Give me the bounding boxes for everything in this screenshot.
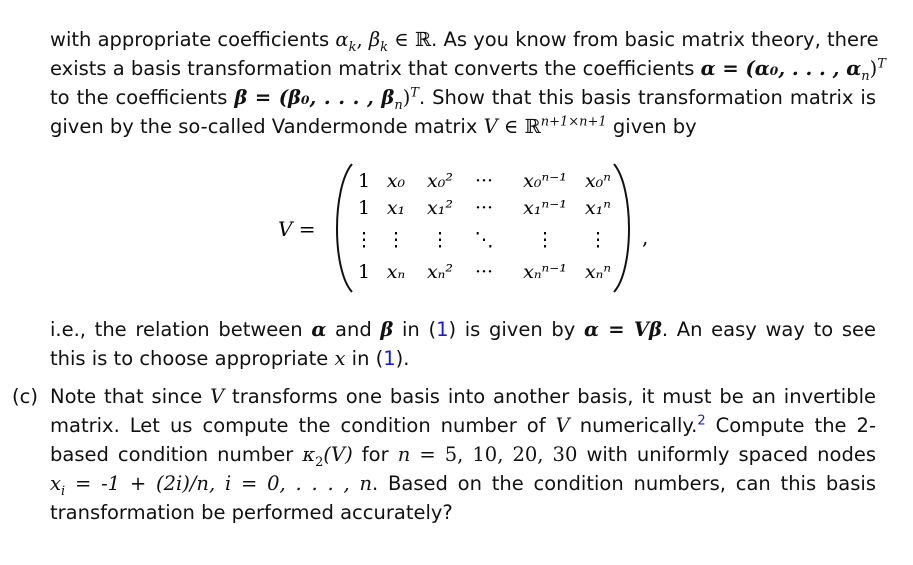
matrix-cell-1-1: x₁	[386, 197, 406, 219]
paragraph1-line4: given by the so-called Vandermonde matrix V ∈ ℝ$^{n+1\times n+1}$ given by	[50, 114, 697, 138]
matrix-cell-3-1: xₙ	[386, 261, 406, 283]
matrix-cell-2-5: ⋮	[588, 229, 608, 251]
matrix-cell-3-2: xₙ²	[426, 261, 454, 283]
matrix-cell-1-2: x₁²	[427, 197, 453, 219]
matrix-cell-2-4: ⋮	[535, 229, 555, 251]
matrix-cell-2-1: ⋮	[386, 229, 406, 251]
matrix-cell-0-0: 1	[357, 170, 371, 192]
item-c-label: (c)	[12, 385, 38, 408]
matrix-cell-0-4: x₀ⁿ⁻¹	[523, 170, 567, 192]
matrix-cell-3-3: ···	[474, 261, 494, 283]
matrix-lhs: V =	[278, 217, 316, 241]
matrix-cell-3-0: 1	[357, 261, 371, 283]
matrix-left-paren	[337, 164, 352, 292]
matrix-cell-1-4: x₁ⁿ⁻¹	[523, 197, 567, 219]
item-c-line3: based condition number $\kappa_2(V)$ for n = 5, 10, 20, 30 with uniformly spaced nodes	[50, 443, 876, 470]
matrix-cell-0-5: x₀ⁿ	[584, 170, 612, 192]
matrix-cell-2-3: ⋱	[474, 229, 494, 251]
paragraph1-line2: exists a basis transformation matrix that converts the coefficients α = (α₀, . . . , $\alpha_n)^T$	[50, 56, 886, 84]
paragraph2-line1: i.e., the relation between α and β in (1) is given by α = Vβ. An easy way to see	[50, 318, 876, 341]
matrix-right-paren	[614, 164, 629, 292]
equation-ref-link[interactable]: 1	[383, 347, 396, 370]
matrix-cell-3-5: xₙⁿ	[584, 261, 612, 283]
matrix-cell-1-5: x₁ⁿ	[584, 197, 612, 219]
item-c-line1: Note that since V transforms one basis into another basis, it must be an invertible	[50, 385, 876, 408]
paragraph2-line2: this is to choose appropriate x in (1).	[50, 347, 410, 370]
item-c-line2: matrix. Let us compute the condition number of V numerically.$^2$ Compute the 2-	[50, 413, 877, 437]
matrix-cell-2-2: ⋮	[430, 229, 450, 251]
matrix-cell-2-0: ⋮	[354, 229, 374, 251]
matrix-cell-1-3: ···	[474, 197, 494, 219]
matrix-cell-1-0: 1	[357, 197, 371, 219]
matrix-cell-0-2: x₀²	[427, 170, 453, 192]
matrix-cell-3-4: xₙⁿ⁻¹	[523, 261, 567, 283]
paragraph1-line1: with appropriate coefficients $\alpha_k$, $\beta_k$ ∈ ℝ. As you know from basic matrix theory, there	[50, 28, 879, 55]
paragraph1-line3: to the coefficients β = (β₀, . . . , $\beta_n)^T$. Show that this basis transformation matrix is	[50, 85, 876, 113]
item-c-line4: $x_i = -1 + (2i)/n$, i = 0, . . . , n. Based on the condition numbers, can this basis	[50, 472, 876, 499]
matrix-trailing-comma: ,	[642, 225, 649, 249]
matrix-cell-0-1: x₀	[386, 170, 406, 192]
matrix-cell-0-3: ···	[474, 170, 494, 192]
footnote-ref-link[interactable]: 2	[697, 413, 706, 429]
item-c-line5: transformation be performed accurately?	[50, 501, 453, 524]
equation-ref-link[interactable]: 1	[436, 318, 449, 341]
